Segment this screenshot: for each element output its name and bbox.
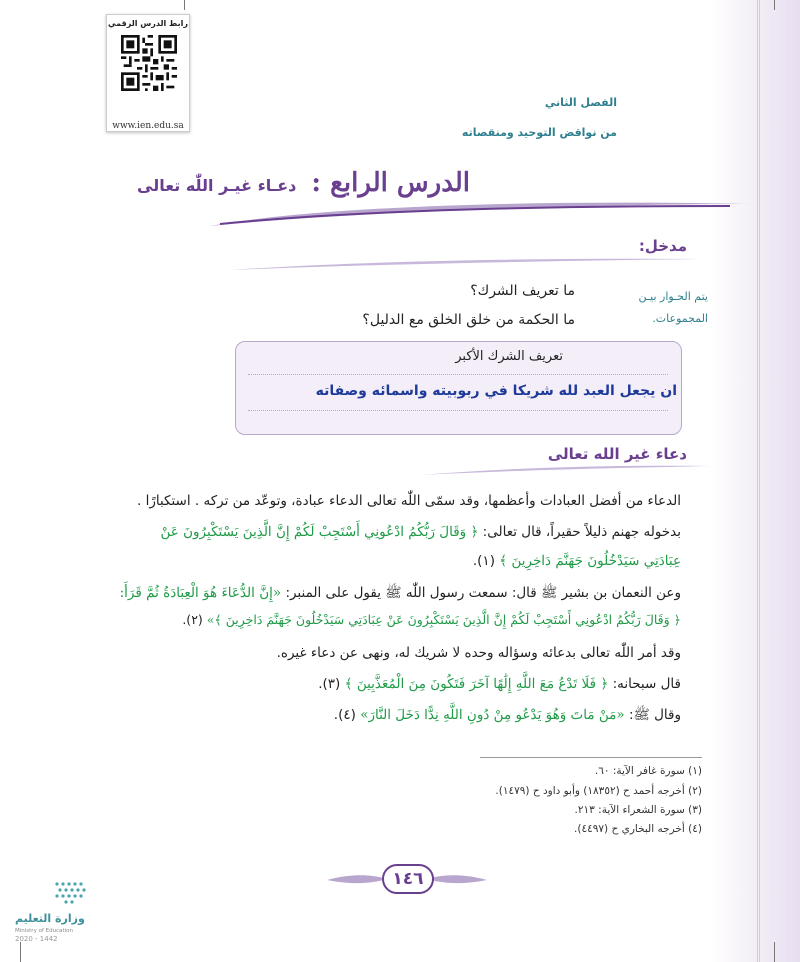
lesson-title: دعـاء غيـر اللّٰه تعالى — [137, 176, 297, 195]
ministry-logo — [15, 880, 95, 943]
answer-dotted-line — [248, 410, 668, 411]
footnote-1: (١) سورة غافر الآية: ٦٠. — [594, 765, 702, 777]
question-1: ما تعريف الشرك؟ — [470, 283, 575, 299]
quran-verse: ﴿ وَقَالَ رَبُّكُمُ ادْعُونِي أَسْتَجِبْ لَكُمْ إِنَّ الَّذِينَ يَسْتَكْبِرُونَ عَنْ — [160, 524, 479, 540]
footnote-3: (٣) سورة الشعراء الآية: ٢١٣. — [574, 804, 702, 816]
body-text: قال سبحانه: — [612, 676, 681, 692]
body-line-8 — [334, 706, 681, 726]
intro-swoosh — [230, 256, 700, 272]
body-line-5 — [182, 612, 681, 627]
page-number: ١٤٦ — [382, 864, 434, 894]
side-decoration-lines — [757, 0, 760, 962]
footnote-ref[interactable]: (١). — [472, 553, 495, 569]
lesson-colon: : — [302, 168, 331, 198]
lesson-swoosh — [210, 200, 750, 230]
body-line-6: وقد أمر اللّٰه تعالى بدعائه وسؤاله وحده لا شريك له، ونهى عن دعاء غيره. — [276, 645, 681, 661]
body-text: وعن النعمان بن بشير ﷺ قال: سمعت رسول اللّٰه ﷺ يقول على المنبر: — [285, 585, 681, 601]
answer-label: تعريف الشرك الأكبر — [455, 349, 563, 364]
answer-dotted-line — [248, 374, 668, 375]
hadith-quote: «إِنَّ الدُّعَاءَ هُوَ الْعِبَادَةُ ثُمَّ قَرَأَ: — [119, 585, 282, 601]
body-line-3 — [473, 553, 681, 569]
hadith-quote: «مَنْ مَاتَ وَهُوَ يَدْعُو مِنْ دُونِ اللَّهِ نِدًّا دَخَلَ النَّارَ» — [360, 707, 625, 723]
body-text: وقال ﷺ: — [628, 707, 681, 723]
ministry-year: 2020 - 1442 — [15, 935, 58, 943]
quran-verse: عِبَادَتِي سَيَدْخُلُونَ جَهَنَّمَ دَاخِرِينَ ﴾ — [499, 553, 681, 569]
qr-link-box[interactable] — [106, 14, 190, 132]
answer-text[interactable]: ان يجعل العبد لله شريكا في ربوبيته واسمائه وصفاته — [315, 383, 677, 399]
side-decoration — [710, 0, 800, 962]
quran-verse: ﴿ وَقَالَ رَبُّكُمُ ادْعُونِي أَسْتَجِبْ لَكُمْ إِنَّ الَّذِينَ يَسْتَكْبِرُونَ عَنْ عِبَادَتِي سَيَدْخُلُونَ جَهَنَّمَ دَاخِرِينَ ﴾» — [206, 612, 681, 627]
chapter-title: من نواقض التوحيد ومنقصاته — [461, 126, 617, 139]
lesson-heading — [137, 168, 470, 198]
qr-title: رابط الدرس الرقمي — [108, 19, 188, 28]
discussion-note: يتم الحـوار بيـن المجموعات. — [638, 290, 708, 325]
body-line-4 — [120, 584, 681, 604]
body-line-2 — [161, 524, 682, 540]
footnote-ref[interactable]: (٤). — [333, 707, 356, 723]
section-heading: دعاء غير الله تعالى — [547, 445, 687, 463]
body-text: بدخوله جهنم ذليلاً حقيراً، قال تعالى: — [482, 524, 681, 540]
footnote-4: (٤) أخرجه البخاري ح (٤٤٩٧). — [574, 823, 702, 835]
ministry-name: وزارة التعليم — [15, 912, 85, 925]
qr-code-icon[interactable] — [121, 35, 177, 91]
qr-url[interactable]: www.ien.edu.sa — [112, 121, 184, 131]
body-line-1: الدعاء من أفضل العبادات وأعظمها، وقد سمّى اللّٰه تعالى الدعاء عبادة، وتوعّد من تركه . استكبارًا . — [136, 493, 681, 509]
footnote-ref[interactable]: (٣). — [318, 676, 341, 692]
quran-verse: ﴿ فَلَا تَدْعُ مَعَ اللَّهِ إِلَٰهًا آخَرَ فَتَكُونَ مِنَ الْمُعَذَّبِينَ ﴾ — [344, 676, 609, 692]
intro-heading: مدخل: — [638, 237, 687, 255]
footnote-2: (٢) أخرجه أحمد ح (١٨٣٥٢) وأبو داود ح (١٤٧٩). — [495, 785, 702, 797]
question-2: ما الحكمة من خلق الخلق مع الدليل؟ — [362, 312, 575, 328]
body-line-7 — [318, 676, 681, 692]
section-swoosh — [420, 463, 710, 477]
crop-mark — [184, 0, 185, 10]
crop-mark — [774, 942, 775, 962]
lesson-number: الدرس الرابع — [330, 168, 470, 198]
ministry-name-en: Ministry of Education — [15, 928, 74, 934]
ministry-emblem-icon — [53, 880, 89, 908]
footnote-ref[interactable]: (٢). — [182, 612, 203, 627]
crop-mark — [20, 942, 21, 962]
page-number-ornament — [327, 862, 487, 896]
crop-mark — [774, 0, 775, 10]
footnote-separator — [480, 757, 702, 758]
unit-title: الفصل الثاني — [544, 96, 617, 109]
